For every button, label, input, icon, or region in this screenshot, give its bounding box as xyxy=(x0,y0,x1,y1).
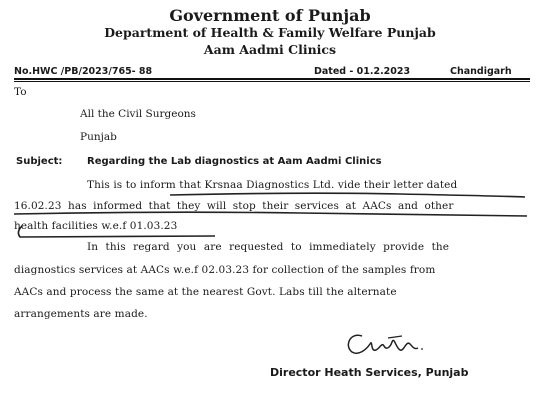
signature-mark xyxy=(340,328,450,360)
body-line-3: health facilities w.e.f 01.03.23 xyxy=(14,220,178,232)
recipient-line-1: All the Civil Surgeons xyxy=(80,108,196,120)
body-line-2: 16.02.23 has informed that they will stop their services at AACs and other xyxy=(14,200,454,212)
government-heading: Government of Punjab xyxy=(169,6,371,25)
reference-date: Dated - 01.2.2023 xyxy=(314,66,411,77)
body-line-1: This is to inform that Krsnaa Diagnostics Ltd. vide their letter dated xyxy=(87,179,458,191)
clinics-heading: Aam Aadmi Clinics xyxy=(203,42,337,57)
body-line-5: diagnostics services at AACs w.e.f 02.03.23 for collection of the samples from xyxy=(14,264,436,276)
underline-1 xyxy=(170,193,525,197)
recipient-line-2: Punjab xyxy=(80,131,117,143)
reference-place: Chandigarh xyxy=(450,66,512,77)
body-line-7: arrangements are made. xyxy=(14,308,148,320)
signer-title: Director Heath Services, Punjab xyxy=(270,366,469,379)
header-rule-top xyxy=(14,78,530,80)
body-line-4: In this regard you are requested to immediately provide the xyxy=(87,241,450,253)
header-rule-bottom xyxy=(14,81,530,82)
body-line-6: AACs and process the same at the nearest Govt. Labs till the alternate xyxy=(14,286,397,298)
reference-line xyxy=(14,66,529,78)
reference-number: No.HWC /PB/2023/765- 88 xyxy=(14,66,153,77)
underline-2 xyxy=(14,212,527,216)
subject-label: Subject: xyxy=(16,156,63,167)
subject-text: Regarding the Lab diagnostics at Aam Aadmi Clinics xyxy=(87,156,382,167)
department-heading: Department of Health & Family Welfare Punjab xyxy=(104,25,436,40)
to-label: To xyxy=(14,86,27,98)
